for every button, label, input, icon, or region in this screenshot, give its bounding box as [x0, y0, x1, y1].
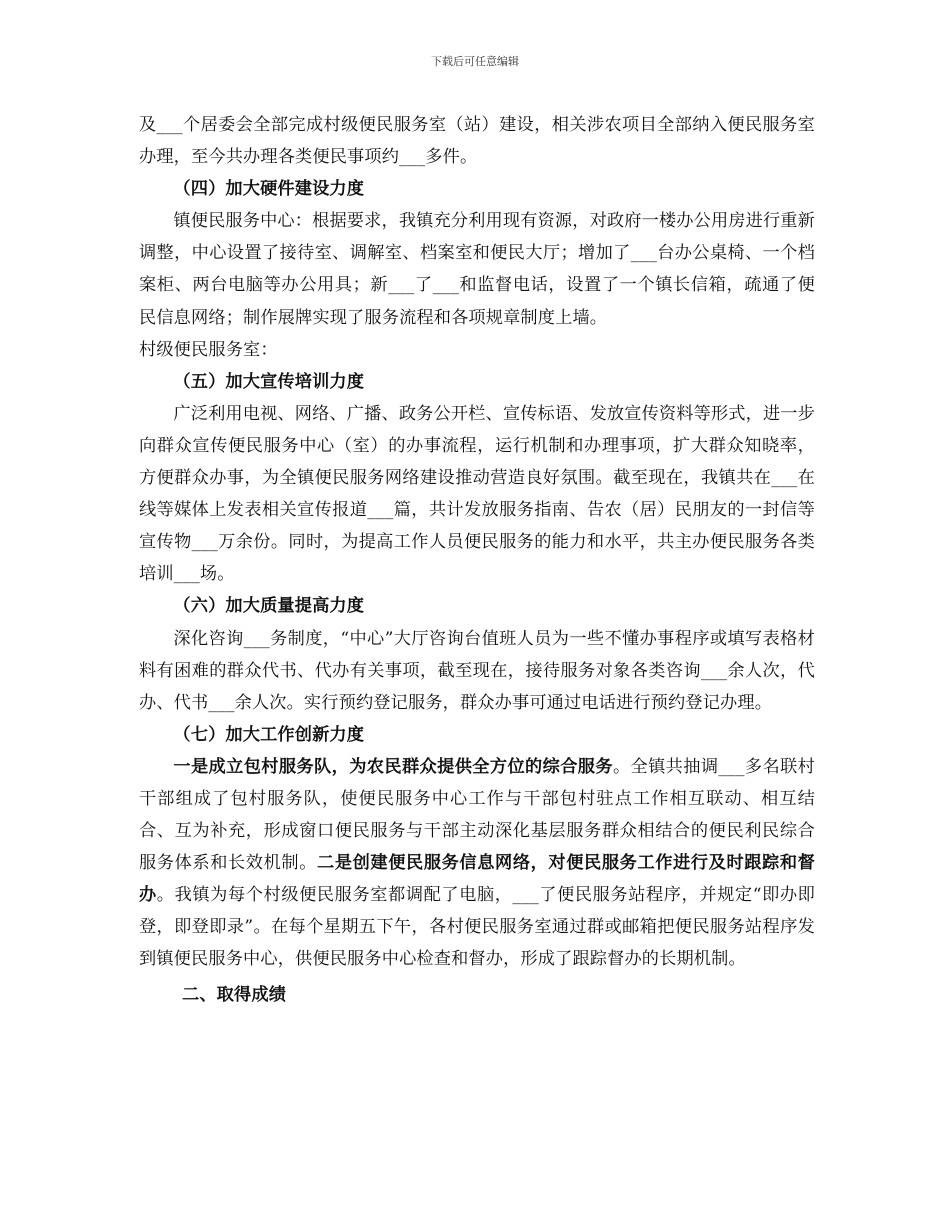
bold-lead-phrase: 二是创建便民服务信息网络，对便民服务工作进行及时跟踪和督办 [139, 853, 815, 906]
paragraph-text: 广泛利用电视、网络、广播、政务公开栏、宣传标语、发放宣传资料等形式，进一步向群众宣传便民服务中心（室）的办事流程，运行机制和办理事项，扩大群众知晓率，方便群众办事，为全镇便民服务网络建设推动营造良好氛围。截至现在，我镇共在___在线等媒体上发表相关宣传报道___篇，共计发放服务指南、告农（居）民朋友的一封信等宣传物___万余份。同时，为提高工作人员便民服务的能力和水平，共主办便民服务各类培训___场。 [139, 403, 815, 585]
paragraph-text: 。全镇共抽调___多名联村干部组成了包村服务队，使便民服务中心工作与干部包村驻点工作相互联动、相互结合、互为补充，形成窗口便民服务与干部主动深化基层服务群众相结合的便民利民综合服务体系和长效机制。 [139, 756, 815, 874]
body-paragraph [139, 751, 815, 976]
document-body [139, 109, 815, 1011]
subsection-heading: （六）加大质量提高力度 [173, 596, 365, 617]
body-paragraph [139, 109, 815, 173]
paragraph-text: 村级便民服务室： [139, 339, 278, 360]
paragraph-text: 及___个居委会全部完成村级便民服务室（站）建设，相关涉农项目全部纳入便民服务室办理，至今共办理各类便民事项约___多件。 [139, 115, 815, 168]
bold-lead-phrase: 一是成立包村服务队，为农民群众提供全方位的综合服务 [173, 756, 613, 777]
body-paragraph [139, 334, 815, 366]
page-header: 下载后可任意编辑 [431, 55, 519, 68]
paragraph-text: 深化咨询___务制度，“中心”大厅咨询台值班人员为一些不懂办事程序或填写表格材料有困难的群众代书、代办有关事项，截至现在，接待服务对象各类咨询___余人次，代办、代书___余人次。实行预约登记服务，群众办事可通过电话进行预约登记办理。 [139, 628, 815, 713]
body-paragraph [139, 623, 815, 719]
paragraph-text: 。我镇为每个村级便民服务室都调配了电脑，___了便民服务站程序，并规定“即办即登，即登即录”。在每个星期五下午，各村便民服务室通过群或邮箱把便民服务站程序发到镇便民服务中心，供便民服务中心检查和督办，形成了跟踪督办的长期机制。 [139, 885, 816, 970]
subsection-heading: （五）加大宣传培训力度 [173, 371, 365, 392]
body-paragraph [139, 398, 815, 591]
section-heading: 二、取得成绩 [182, 984, 287, 1005]
paragraph-text: 镇便民服务中心：根据要求，我镇充分利用现有资源，对政府一楼办公用房进行重新调整，中心设置了接待室、调解室、档案室和便民大厅；增加了___台办公桌椅、一个档案柜、两台电脑等办公用具；新___了___和监督电话，设置了一个镇长信箱，疏通了便民信息网络；制作展牌实现了服务流程和各项规章制度上墙。 [139, 211, 815, 328]
subsection-heading: （七）加大工作创新力度 [173, 724, 365, 745]
body-paragraph [139, 205, 815, 333]
subsection-heading: （四）加大硬件建设力度 [173, 179, 365, 200]
